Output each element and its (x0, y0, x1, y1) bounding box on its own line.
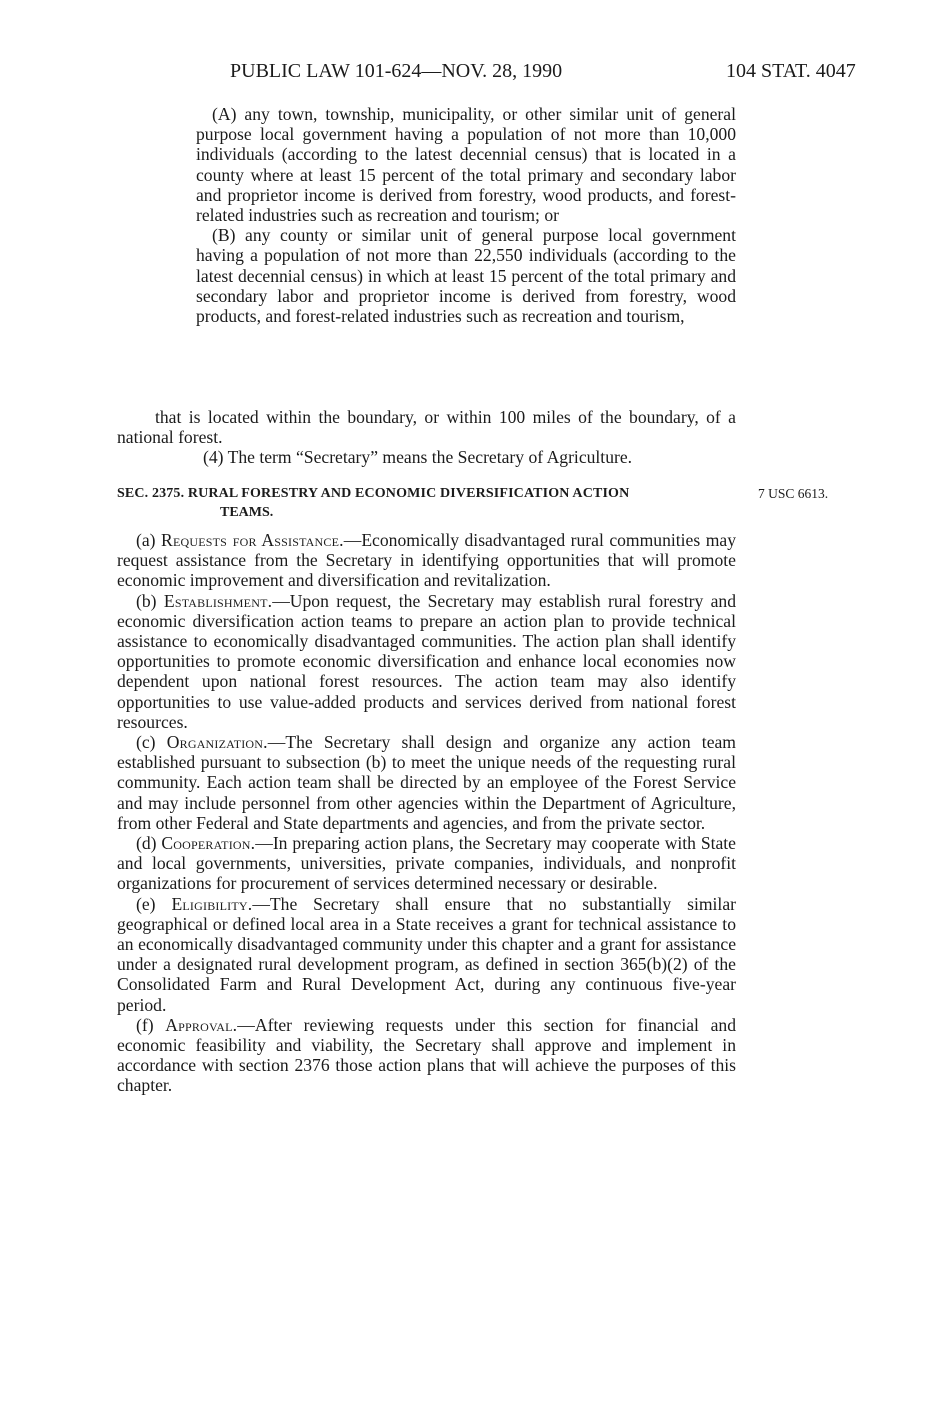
running-head-title: PUBLIC LAW 101-624—NOV. 28, 1990 (230, 60, 563, 82)
subsection-text: —After reviewing requests under this section for financial and economic feasibility and viability, the Secretary shall approve and implement in accordance with section 2376 those action plans that will achieve the purposes of this chapter. (117, 1014, 736, 1096)
subsection-f: (f) Approval.—After reviewing requests under this section for financial and economic feasibility and viability, the Secretary shall approve and implement in accordance with section 2376 those action plans that will achieve the purposes of this chapter. (117, 1014, 736, 1096)
subsection-d: (d) Cooperation.—In preparing action plans, the Secretary may cooperate with State and local governments, universities, private companies, individuals, and nonprofit organizations for procurement of services determined necessary or desirable. (117, 833, 736, 894)
section-heading-line2: TEAMS. (220, 505, 274, 520)
statute-page-number: 104 STAT. 4047 (726, 60, 856, 82)
clause-a: (A) any town, township, municipality, or other similar unit of general purpose local government having a population of not more than 10,000 individuals (according to the latest decennial census) that is located in a county where at least 15 percent of the total primary and secondary labor and proprietor income is derived from forestry, wood products, and forest-related industries such as recreation and tourism; or (196, 104, 736, 226)
subsection-text: —The Secretary shall ensure that no substantially similar geographical or defined local area in a State receives a grant for technical assistance to an economically disadvantaged community under this chapter and a grant for assistance under a designated rural development program, as defined in section 365(b)(2) of the Consolidated Farm and Rural Development Act, during any continuous five-year period. (117, 893, 736, 1015)
margin-citation: 7 USC 6613. (758, 486, 829, 501)
section-heading-line1: SEC. 2375. RURAL FORESTRY AND ECONOMIC DIVERSIFICATION ACTION (117, 486, 630, 501)
subsection-text: —Upon request, the Secretary may establish rural forestry and economic diversification action teams to prepare an action plan to provide technical assistance to economically disadvantaged communities. The action plan shall identify opportunities to promote economic diversification and enhance local economies now dependent upon national forest resources. The action team may also identify opportunities to use value-added products and services derived from national forest resources. (117, 590, 737, 732)
clause-continuation: that is located within the boundary, or within 100 miles of the boundary, of a national forest. (117, 407, 736, 448)
page-header (0, 60, 949, 88)
subsections-block (117, 530, 736, 1096)
definition-4: (4) The term “Secretary” means the Secretary of Agriculture. (203, 447, 633, 468)
subsection-a: (a) Requests for Assistance.—Economically disadvantaged rural communities may request assistance from the Secretary in identifying opportunities that will promote economic improvement and diversification and revitalization. (117, 530, 736, 591)
subsection-caption: Eligibility. (171, 893, 253, 914)
section-heading (117, 484, 736, 522)
subsection-caption: Organization. (166, 732, 268, 753)
subsection-caption: Cooperation. (161, 833, 256, 854)
subsection-caption: Requests for Assistance. (161, 530, 344, 550)
subsection-caption: Approval. (165, 1014, 238, 1035)
definition-block (117, 407, 736, 468)
clauses-block (196, 104, 736, 326)
clause-b: (B) any county or similar unit of general purpose local government having a population of not more than 22,550 individuals (according to the latest decennial census) in which at least 15 percent of the total primary and secondary labor and proprietor income is derived from forestry, wood products, and forest-related industries such as recreation and tourism, (196, 225, 736, 327)
subsection-text: —The Secretary shall design and organize any action team established pursuant to subsection (b) to meet the unique needs of the requesting rural community. Each action team shall be directed by an employee of the Forest Service and may include personnel from other agencies within the Department of Agriculture, from other Federal and State departments and agencies, and from the private sector. (117, 732, 736, 833)
subsection-c: (c) Organization.—The Secretary shall design and organize any action team established pursuant to subsection (b) to meet the unique needs of the requesting rural community. Each action team shall be directed by an employee of the Forest Service and may include personnel from other agencies within the Department of Agriculture, from other Federal and State departments and agencies, and from the private sector. (117, 732, 736, 833)
subsection-b: (b) Establishment.—Upon request, the Secretary may establish rural forestry and economic diversification action teams to prepare an action plan to provide technical assistance to economically disadvantaged communities. The action plan shall identify opportunities to promote economic diversification and enhance local economies now dependent upon national forest resources. The action team may also identify opportunities to use value-added products and services derived from national forest resources. (117, 590, 737, 732)
subsection-text: —Economically disadvantaged rural communities may request assistance from the Secretary in identifying opportunities that will promote economic improvement and diversification and revitalization. (117, 530, 736, 591)
subsection-caption: Establishment. (163, 590, 273, 611)
subsection-text: —In preparing action plans, the Secretary may cooperate with State and local governments, universities, private companies, individuals, and nonprofit organizations for procurement of services determined necessary or desirable. (117, 833, 736, 894)
subsection-e: (e) Eligibility.—The Secretary shall ensure that no substantially similar geographical or defined local area in a State receives a grant for technical assistance to an economically disadvantaged community under this chapter and a grant for assistance under a designated rural development program, as defined in section 365(b)(2) of the Consolidated Farm and Rural Development Act, during any continuous five-year period. (117, 893, 736, 1015)
